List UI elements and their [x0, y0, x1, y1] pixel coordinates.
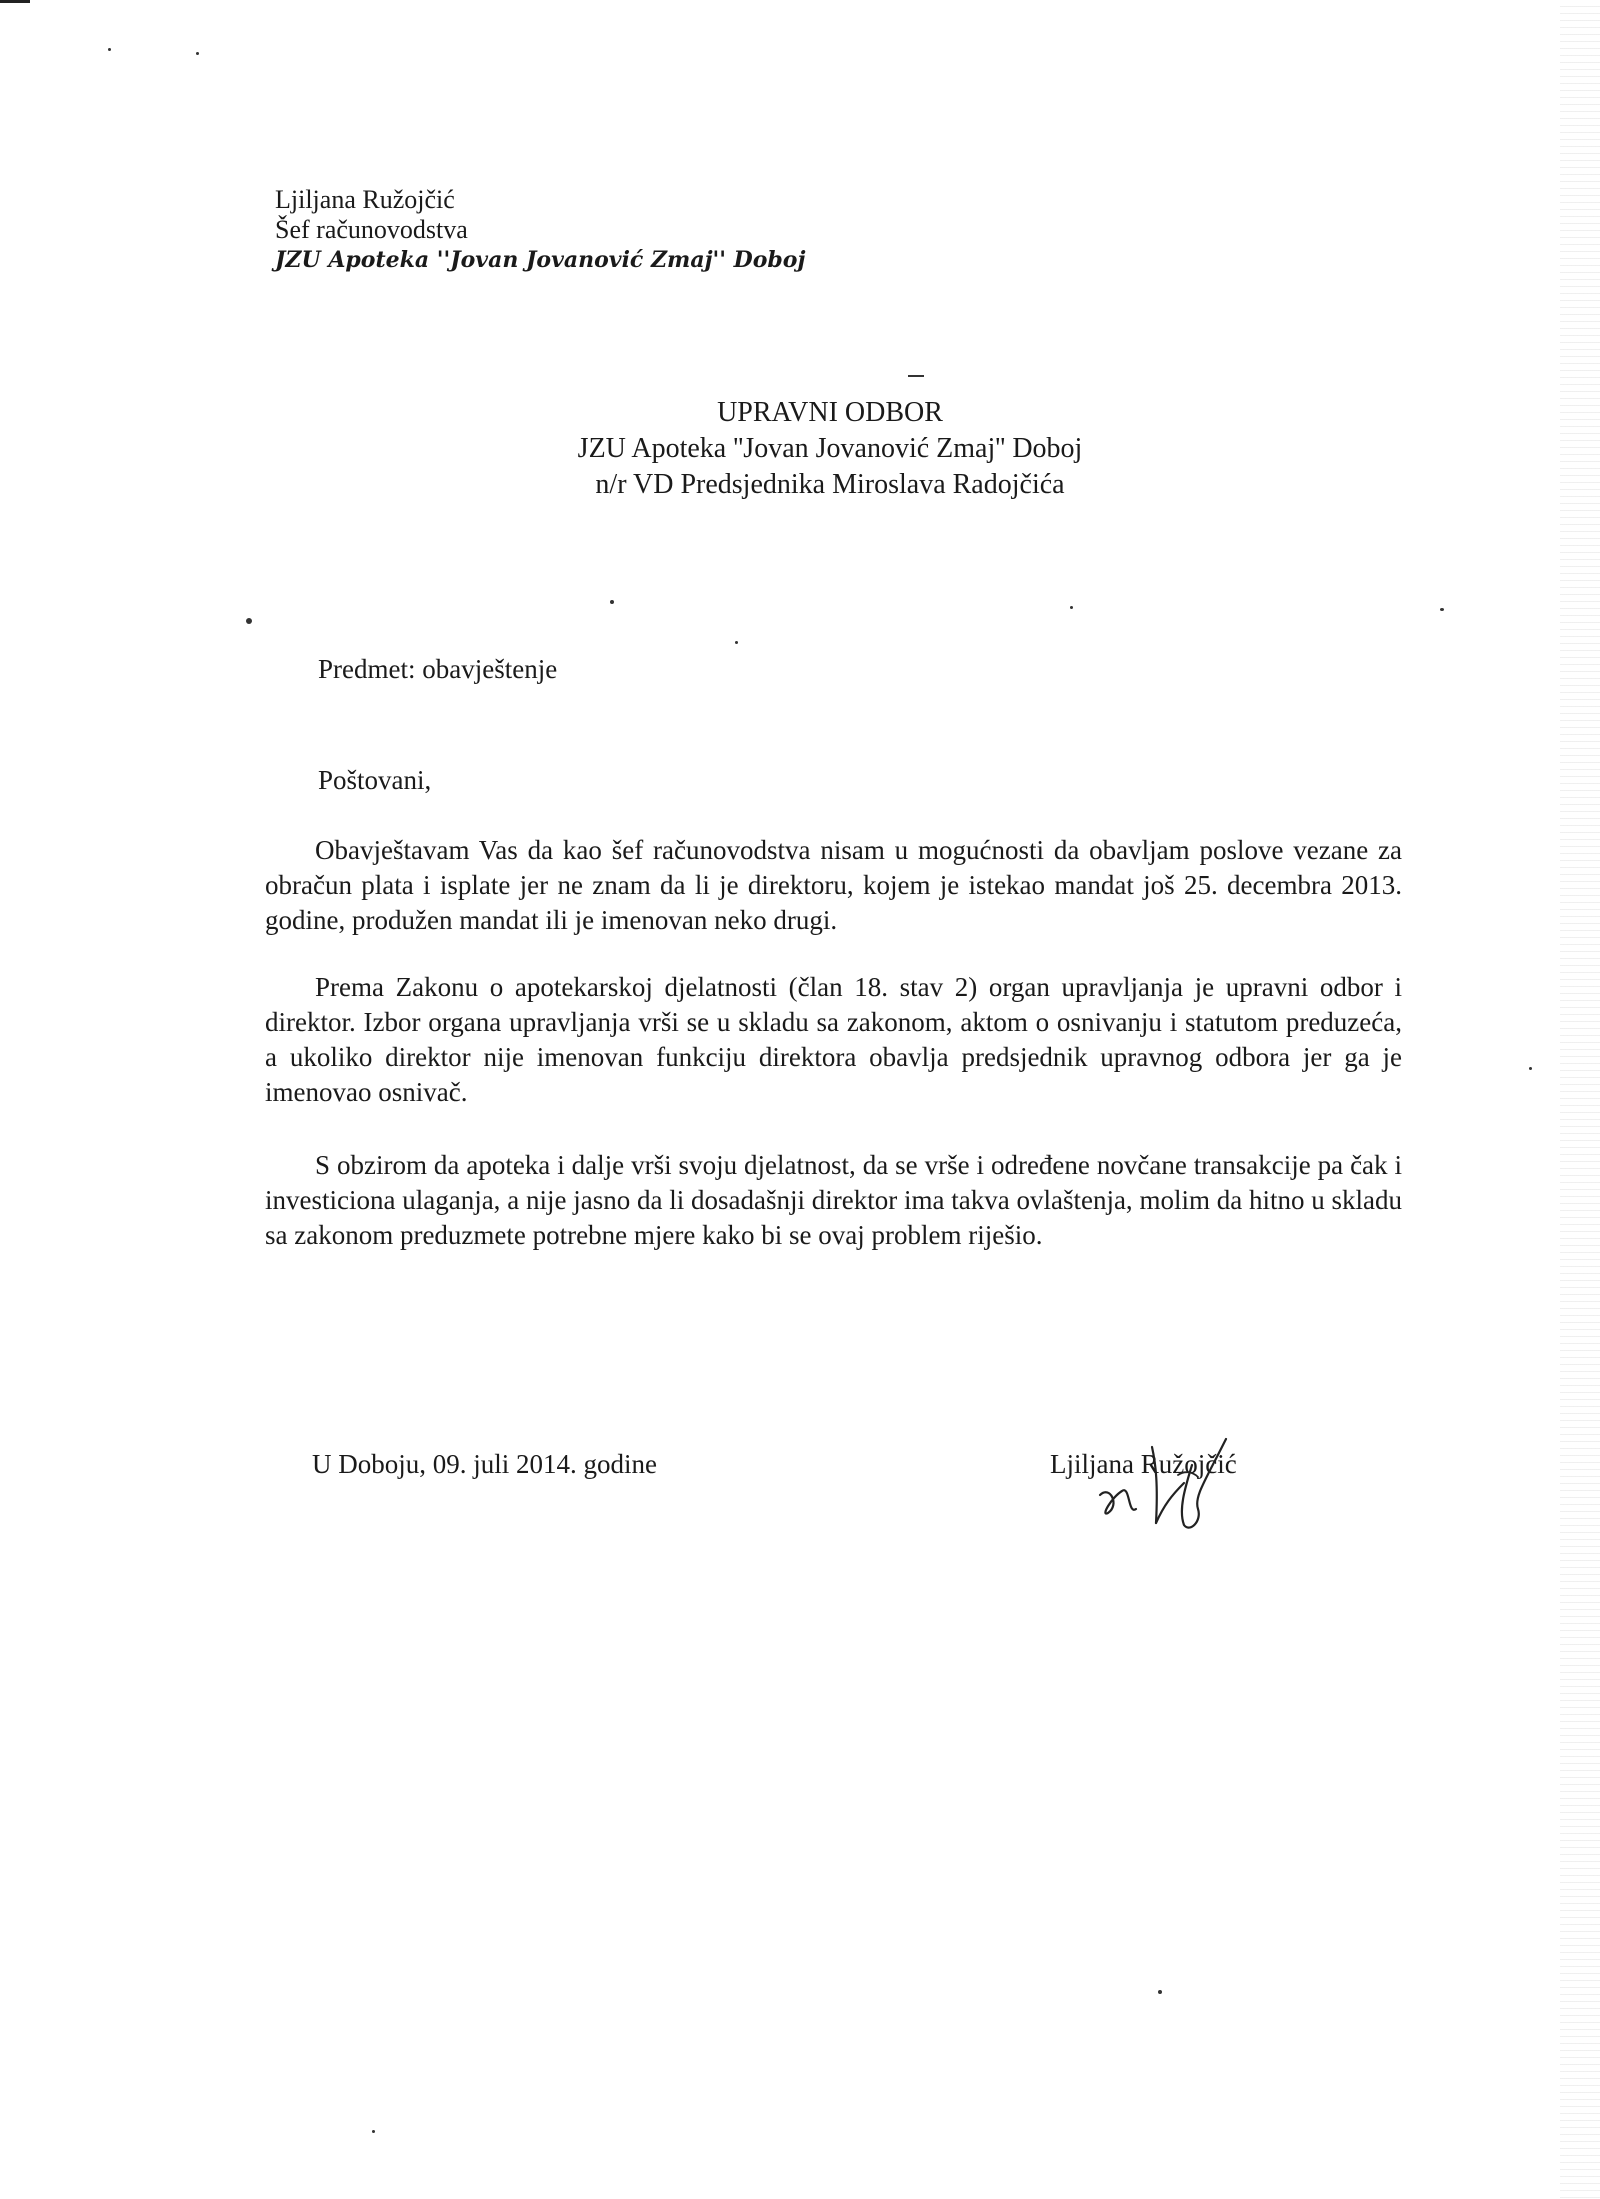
sender-title: Šef računovodstva — [275, 215, 468, 244]
body-paragraph-3: S obzirom da apoteka i dalje vrši svoju djelatnost, da se vrše i određene novčane transakcije pa čak i investiciona ulaganja, a nije jasno da li dosadašnji direktor ima takva ovlaštenja, molim da hitno u skladu sa zakonom preduzmete potrebne mjere kako bi se ovaj problem riješio. — [265, 1150, 1402, 1250]
recipient-line-organization: JZU Apoteka ''Jovan Jovanović Zmaj'' Doboj — [577, 433, 1083, 464]
body-paragraph-1: Obavještavam Vas da kao šef računovodstva nisam u mogućnosti da obavljam poslove vezane za obračun plata i isplate jer ne znam da li je direktoru, kojem je istekao mandat još 25. decembra 2013. godine, produžen mandat ili je imenovan neko drugi. — [265, 835, 1402, 935]
scan-speck — [108, 48, 111, 51]
recipient-block — [530, 395, 1130, 503]
greeting: Poštovani, — [318, 765, 432, 795]
body-paragraph-2: Prema Zakonu o apotekarskoj djelatnosti (član 18. stav 2) organ upravljanja je upravni odbor i direktor. Izbor organa upravljanja vrši se u skladu sa zakonom, aktom o osnivanju i statutom preduzeća, a ukoliko direktor nije imenovan funkciju direktora obavlja predsjednik upravnog odbora jer ga je imenovao osnivač. — [265, 972, 1402, 1107]
scan-edge-mark — [0, 0, 30, 3]
place-and-date: U Doboju, 09. juli 2014. godine — [312, 1449, 657, 1479]
scan-speck — [246, 618, 252, 624]
scan-edge-noise — [1560, 0, 1600, 2199]
sender-organization: JZU Apoteka ''Jovan Jovanović Zmaj'' Doboj — [275, 247, 806, 273]
scan-speck — [735, 641, 738, 644]
signature-block — [1050, 1425, 1350, 1545]
scan-speck — [610, 600, 614, 604]
subject-line: Predmet: obavještenje — [318, 654, 558, 684]
scan-speck — [196, 52, 199, 55]
handwritten-signature — [1060, 1425, 1280, 1535]
sender-name: Ljiljana Ružojčić — [275, 185, 455, 214]
scan-speck — [908, 375, 924, 377]
sender-block — [275, 185, 805, 275]
scan-speck — [1529, 1067, 1532, 1070]
recipient-line-board: UPRAVNI ODBOR — [717, 397, 943, 428]
scan-speck — [1158, 1990, 1162, 1994]
scan-speck — [1440, 608, 1444, 611]
scan-speck — [372, 2130, 375, 2133]
signature-name: Ljiljana Ružojčić — [1050, 1449, 1237, 1479]
recipient-line-attention: n/r VD Predsjednika Miroslava Radojčića — [595, 469, 1065, 500]
scan-speck — [1070, 606, 1073, 609]
